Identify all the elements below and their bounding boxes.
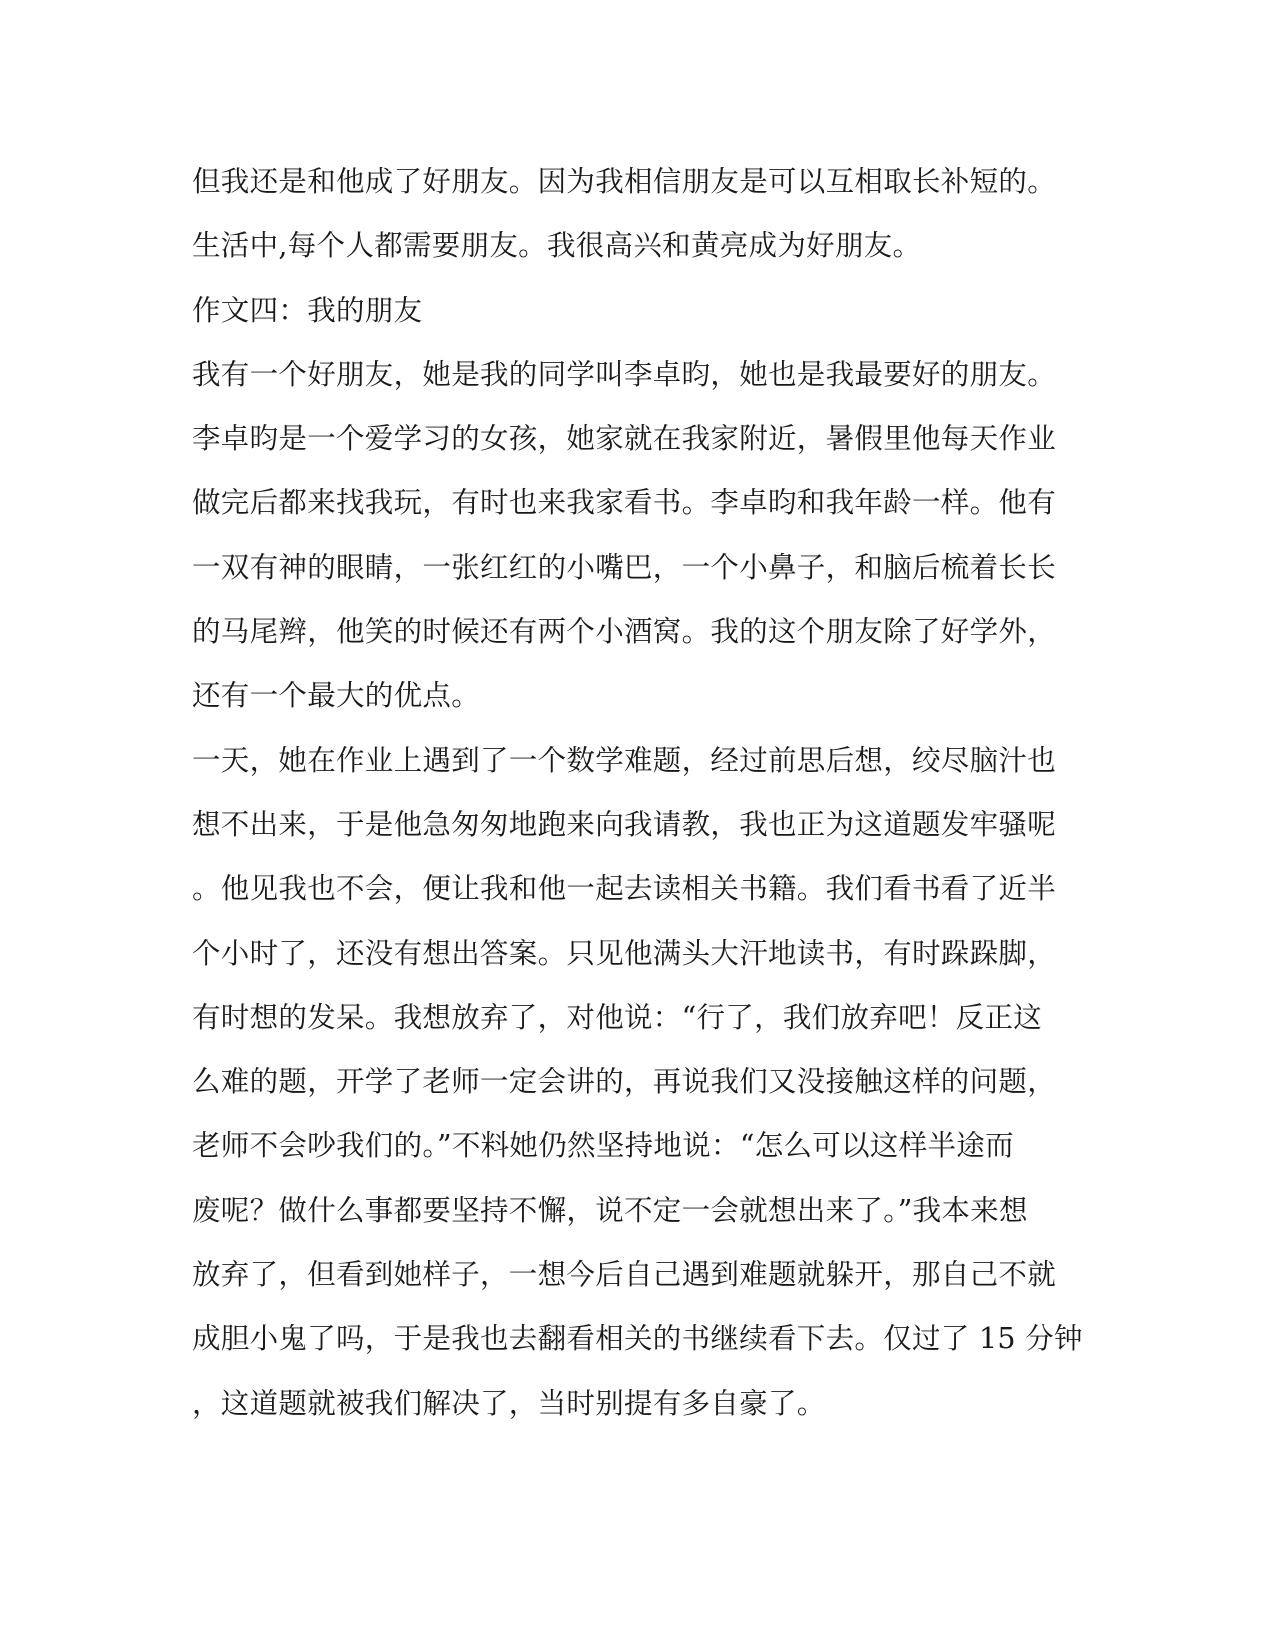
text-line: 一双有神的眼睛，一张红红的小嘴巴，一个小鼻子，和脑后梳着长长	[192, 550, 1057, 584]
text-line: 成胆小鬼了吗，于是我也去翻看相关的书继续看下去。仅过了 15 分钟	[192, 1322, 1083, 1356]
text-line: 废呢？做什么事都要坚持不懈，说不定一会就想出来了。”我本来想	[192, 1193, 1028, 1227]
document-body	[192, 150, 1082, 1436]
text-line: 的马尾辫，他笑的时候还有两个小酒窝。我的这个朋友除了好学外，	[192, 615, 1057, 649]
text-line: 么难的题，开学了老师一定会讲的，再说我们又没接触这样的问题，	[192, 1065, 1057, 1099]
text-line: 想不出来，于是他急匆匆地跑来向我请教，我也正为这道题发牢骚呢	[192, 807, 1057, 841]
text-line: 生活中,每个人都需要朋友。我很高兴和黄亮成为好朋友。	[192, 229, 922, 263]
text-line: 老师不会吵我们的。”不料她仍然坚持地说：“怎么可以这样半途而	[192, 1129, 1014, 1163]
text-line: 但我还是和他成了好朋友。因为我相信朋友是可以互相取长补短的。	[192, 165, 1057, 198]
text-line: 我有一个好朋友，她是我的同学叫李卓昀，她也是我最要好的朋友。	[192, 357, 1057, 391]
text-line: 放弃了，但看到她样子，一想今后自己遇到难题就躲开，那自己不就	[192, 1258, 1057, 1292]
text-line: 李卓昀是一个爱学习的女孩，她家就在我家附近，暑假里他每天作业	[192, 422, 1057, 456]
text-line: 做完后都来找我玩，有时也来我家看书。李卓昀和我年龄一样。他有	[192, 486, 1057, 520]
text-line: 还有一个最大的优点。	[192, 679, 481, 713]
text-line: ，这道题就被我们解决了，当时别提有多自豪了。	[192, 1386, 826, 1420]
section-heading: 作文四：我的朋友	[192, 293, 423, 327]
text-line: 个小时了，还没有想出答案。只见他满头大汗地读书，有时跺跺脚，	[192, 936, 1057, 970]
text-line: 。他见我也不会，便让我和他一起去读相关书籍。我们看书看了近半	[192, 872, 1057, 906]
text-line: 有时想的发呆。我想放弃了，对他说：“行了，我们放弃吧！反正这	[192, 1000, 1043, 1034]
text-line: 一天，她在作业上遇到了一个数学难题，经过前思后想，绞尽脑汁也	[192, 743, 1057, 777]
